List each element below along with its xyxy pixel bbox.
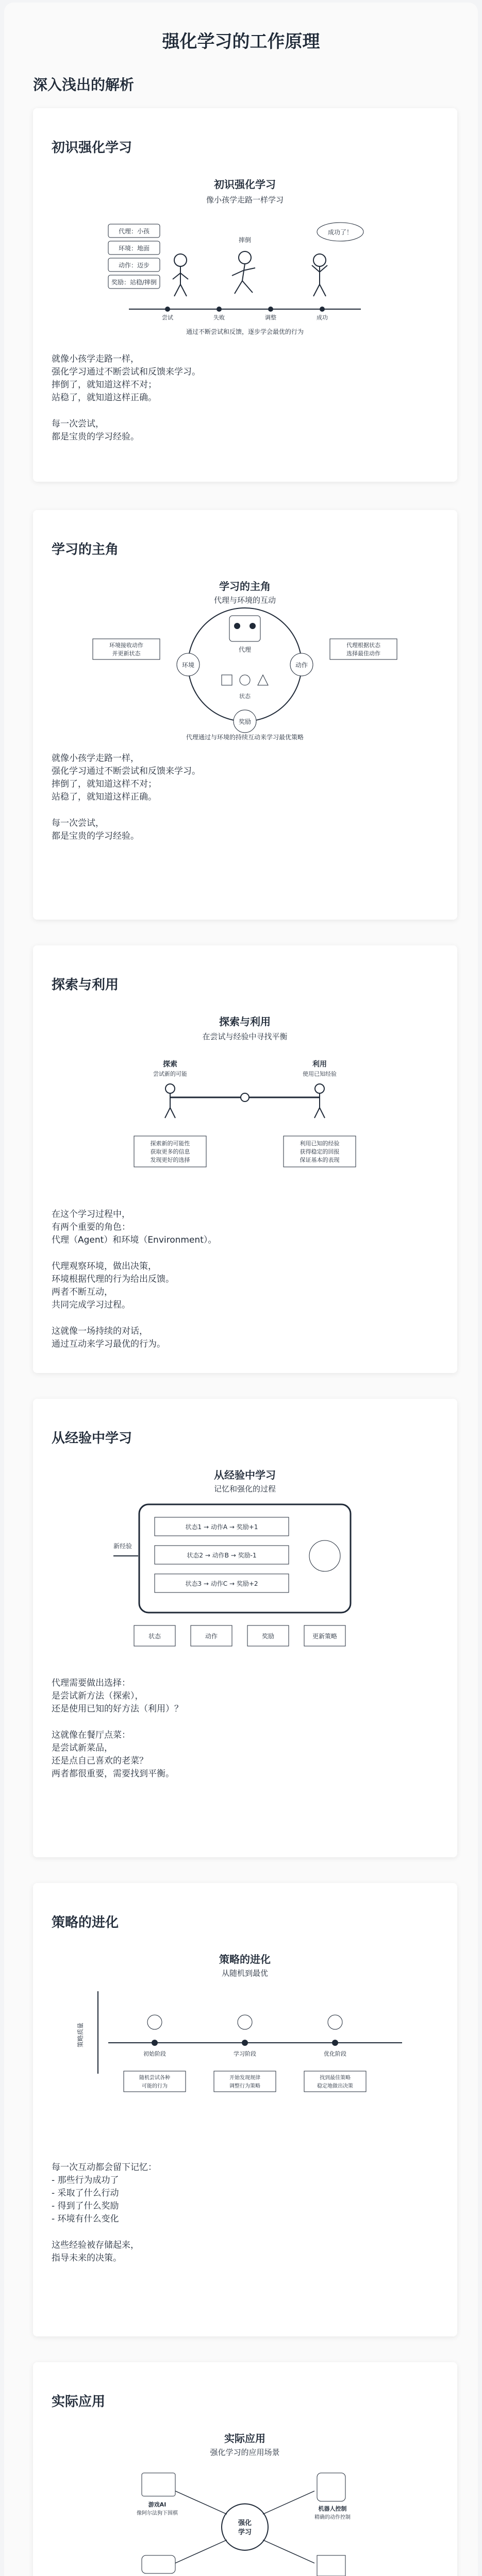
node-label: 动作 bbox=[295, 662, 308, 669]
timeline-label: 失败 bbox=[213, 314, 225, 321]
figure-roles bbox=[52, 572, 439, 742]
figure-applications-svg bbox=[52, 2424, 439, 2576]
timeline-label: 尝试 bbox=[162, 314, 173, 321]
paragraphs bbox=[52, 1208, 439, 1364]
text-line: 共同完成学习过程。 bbox=[52, 1300, 130, 1310]
text-line: 这就像一场持续的对话， bbox=[52, 1326, 148, 1336]
text-line: 站稳了，就知道这样正确。 bbox=[52, 792, 157, 802]
paragraph bbox=[52, 1208, 439, 1247]
figure-evolution-svg bbox=[52, 1945, 439, 2141]
paragraph bbox=[52, 1260, 439, 1312]
paragraphs bbox=[52, 1677, 439, 1794]
step-label: 代理：小孩 bbox=[118, 228, 150, 235]
page-subtitle: 深入浅出的解析 bbox=[33, 76, 135, 93]
figure-evolution bbox=[52, 1945, 439, 2141]
figure-subtitle: 像小孩学走路一样学习 bbox=[206, 195, 284, 205]
recommend-icon bbox=[317, 2555, 345, 2576]
step-label: 动作：迈步 bbox=[118, 262, 150, 269]
figure-subtitle: 代理与环境的互动 bbox=[213, 596, 276, 605]
note-line: 获得稳定的回报 bbox=[300, 1148, 340, 1155]
section-heading: 从经验中学习 bbox=[52, 1431, 132, 1446]
text-line: 代理需要做出选择： bbox=[52, 1678, 130, 1688]
robot-icon bbox=[317, 2473, 345, 2501]
state-label: 状态 bbox=[239, 693, 251, 700]
figure-intro-svg bbox=[52, 170, 439, 340]
note-line: 获取更多的信息 bbox=[150, 1148, 190, 1155]
figure-title: 策略的进化 bbox=[219, 1953, 271, 1965]
figure-title: 探索与利用 bbox=[219, 1015, 271, 1028]
paragraph bbox=[52, 2239, 439, 2265]
section-card-intro bbox=[33, 108, 457, 482]
note-line: 保证基本的表现 bbox=[300, 1157, 340, 1163]
text-line: 都是宝贵的学习经验。 bbox=[52, 831, 139, 841]
note-line: 发现更好的选择 bbox=[150, 1157, 190, 1163]
note-line: 探索新的可能性 bbox=[150, 1140, 190, 1147]
memory-row-text: 状态3 → 动作C → 奖励+2 bbox=[185, 1580, 258, 1587]
text-line: 在这个学习过程中， bbox=[52, 1209, 130, 1219]
note-line: 开始发现规律 bbox=[229, 2075, 260, 2081]
note-line: 可能的行为 bbox=[142, 2083, 168, 2089]
page-title: 强化学习的工作原理 bbox=[162, 31, 320, 52]
figure-explore-svg bbox=[52, 1007, 439, 1198]
text-line: - 那些行为成功了 bbox=[52, 2175, 119, 2185]
paragraph bbox=[52, 817, 439, 843]
paragraphs bbox=[52, 2161, 439, 2278]
text-line: 指导未来的决策。 bbox=[52, 2253, 122, 2263]
page bbox=[4, 3, 478, 2576]
text-line: 都是宝贵的学习经验。 bbox=[52, 432, 139, 442]
explore-figure-icon bbox=[165, 1084, 175, 1118]
section-heading: 初识强化学习 bbox=[52, 140, 132, 156]
paragraph bbox=[52, 2161, 439, 2226]
axis-label: 策略质量 bbox=[77, 2022, 84, 2048]
figure-title: 初识强化学习 bbox=[214, 178, 276, 191]
paragraph bbox=[52, 752, 439, 804]
shape-icons bbox=[222, 675, 268, 685]
text-line: 这就像在餐厅点菜： bbox=[52, 1730, 130, 1740]
bottom-label: 奖励 bbox=[261, 1633, 275, 1640]
timeline-dot bbox=[268, 307, 273, 312]
note-line: 利用已知的经验 bbox=[300, 1140, 340, 1147]
text-line: 还是点自己喜欢的老菜？ bbox=[52, 1756, 148, 1766]
car-icon bbox=[142, 2555, 175, 2573]
text-line: - 得到了什么奖励 bbox=[52, 2201, 119, 2211]
text-line: 强化学习通过不断尝试和反馈来学习。 bbox=[52, 766, 201, 776]
figure-subtitle: 记忆和强化的过程 bbox=[213, 1484, 276, 1494]
text-line: 摔倒了，就知道这样不对； bbox=[52, 779, 157, 789]
fall-figure-icon bbox=[232, 251, 255, 294]
success-bubble-text: 成功了！ bbox=[327, 229, 353, 236]
section-card-roles bbox=[33, 510, 457, 920]
stage-dot bbox=[242, 2040, 248, 2046]
paragraphs bbox=[52, 752, 439, 856]
timeline-dot bbox=[217, 307, 222, 312]
figure-title: 学习的主角 bbox=[219, 580, 271, 592]
text-line: 代理（Agent）和环境（Environment）。 bbox=[52, 1235, 217, 1245]
text-line: 是尝试新方法（探索）， bbox=[52, 1691, 144, 1701]
face-icon bbox=[328, 2015, 342, 2029]
paragraphs bbox=[52, 353, 439, 457]
figure-roles-svg bbox=[52, 572, 439, 742]
stage-label: 学习阶段 bbox=[234, 2050, 256, 2057]
paragraph bbox=[52, 1677, 439, 1716]
memory-row-text: 状态2 → 动作B → 奖励-1 bbox=[187, 1552, 257, 1559]
figure-experience-svg bbox=[52, 1461, 439, 1667]
timeline-dot bbox=[320, 307, 325, 312]
game-ai-icon bbox=[142, 2473, 175, 2496]
exploit-sub: 使用已知经验 bbox=[303, 1071, 337, 1077]
success-figure-icon bbox=[312, 254, 327, 296]
paragraph bbox=[52, 1729, 439, 1781]
note-line: 代理根据状态 bbox=[346, 642, 380, 649]
note-line: 稳定地做出决策 bbox=[317, 2083, 353, 2089]
network-icon bbox=[309, 1540, 340, 1571]
bottom-label: 状态 bbox=[148, 1633, 161, 1640]
text-line: 两者都很重要，需要找到平衡。 bbox=[52, 1769, 174, 1779]
note-line: 选择最佳动作 bbox=[346, 650, 380, 657]
text-line: 有两个重要的角色： bbox=[52, 1222, 130, 1232]
paragraph bbox=[52, 353, 439, 404]
figure-subtitle: 从随机到最优 bbox=[221, 1969, 269, 1978]
app-name: 游戏AI bbox=[148, 2501, 167, 2508]
figure-explore bbox=[52, 1007, 439, 1198]
text-line: 站稳了，就知道这样正确。 bbox=[52, 393, 157, 403]
explore-title: 探索 bbox=[163, 1060, 177, 1069]
step-label: 环境：地面 bbox=[118, 245, 150, 252]
exploit-figure-icon bbox=[314, 1084, 325, 1118]
paragraph bbox=[52, 1325, 439, 1351]
app-name: 机器人控制 bbox=[318, 2505, 347, 2512]
section-heading: 策略的进化 bbox=[52, 1915, 119, 1930]
text-line: - 环境有什么变化 bbox=[52, 2214, 119, 2224]
figure-intro bbox=[52, 170, 439, 340]
figure-caption: 通过不断尝试和反馈，逐步学会最优的行为 bbox=[186, 328, 304, 335]
text-line: 每一次互动都会留下记忆： bbox=[52, 2162, 157, 2173]
note-line: 调整行为策略 bbox=[229, 2083, 260, 2089]
section-heading: 学习的主角 bbox=[52, 542, 119, 557]
section-card-explore bbox=[33, 945, 457, 1373]
step-label: 奖励：站稳/摔倒 bbox=[111, 279, 157, 286]
figure-subtitle: 强化学习的应用场景 bbox=[210, 2448, 280, 2457]
timeline-label: 调整 bbox=[265, 314, 276, 321]
bottom-label: 更新策略 bbox=[312, 1633, 338, 1640]
note-line: 找到最佳策略 bbox=[320, 2075, 351, 2081]
figure-caption: 代理通过与环境的持续互动来学习最优策略 bbox=[186, 734, 304, 741]
section-card-evolution bbox=[33, 1883, 457, 2336]
agent-label: 代理 bbox=[238, 646, 252, 653]
text-line: - 采取了什么行动 bbox=[52, 2188, 119, 2198]
paragraph bbox=[52, 418, 439, 444]
text-line: 摔倒了，就知道这样不对； bbox=[52, 380, 157, 390]
center-circle bbox=[222, 2504, 268, 2550]
figure-subtitle: 在尝试与经验中寻找平衡 bbox=[202, 1032, 288, 1041]
side-label: 新经验 bbox=[113, 1543, 132, 1550]
explore-sub: 尝试新的可能 bbox=[153, 1071, 187, 1077]
robot-icon bbox=[229, 616, 260, 641]
section-card-applications bbox=[33, 2362, 457, 2576]
stage-dot bbox=[332, 2040, 338, 2046]
text-line: 还是使用已知的好方法（利用）？ bbox=[52, 1704, 183, 1714]
face-icon bbox=[147, 2015, 162, 2029]
timeline-label: 成功 bbox=[317, 314, 328, 321]
stage-label: 初始阶段 bbox=[143, 2050, 166, 2057]
center-label: 学习 bbox=[238, 2529, 252, 2536]
bottom-label: 动作 bbox=[205, 1633, 218, 1640]
stage-dot bbox=[152, 2040, 158, 2046]
fall-label: 摔倒 bbox=[238, 236, 252, 244]
fulcrum-icon bbox=[241, 1093, 249, 1101]
section-card-experience bbox=[33, 1399, 457, 1857]
text-line: 两者不断互动， bbox=[52, 1287, 113, 1297]
text-line: 就像小孩学走路一样， bbox=[52, 354, 139, 364]
note-line: 随机尝试各种 bbox=[139, 2075, 170, 2081]
stick-figure-icon bbox=[173, 254, 188, 296]
note-line: 环境接收动作 bbox=[109, 642, 143, 649]
text-line: 每一次尝试， bbox=[52, 818, 104, 828]
exploit-title: 利用 bbox=[312, 1060, 327, 1069]
text-line: 通过互动来学习最优的行为。 bbox=[52, 1339, 165, 1349]
text-line: 这些经验被存储起来， bbox=[52, 2240, 139, 2250]
section-heading: 实际应用 bbox=[52, 2394, 106, 2410]
text-line: 环境根据代理的行为给出反馈。 bbox=[52, 1274, 174, 1284]
note-line: 并更新状态 bbox=[112, 650, 141, 657]
memory-row-text: 状态1 → 动作A → 奖励+1 bbox=[185, 1523, 258, 1531]
section-heading: 探索与利用 bbox=[52, 977, 119, 993]
text-line: 是尝试新菜品， bbox=[52, 1743, 113, 1753]
text-line: 代理观察环境，做出决策， bbox=[52, 1261, 157, 1272]
app-desc: 精确的动作控制 bbox=[314, 2515, 351, 2520]
text-line: 强化学习通过不断尝试和反馈来学习。 bbox=[52, 367, 201, 377]
text-line: 就像小孩学走路一样， bbox=[52, 753, 139, 764]
timeline-dot bbox=[165, 307, 170, 312]
stage-label: 优化阶段 bbox=[324, 2050, 346, 2057]
figure-applications bbox=[52, 2424, 439, 2576]
figure-title: 从经验中学习 bbox=[214, 1469, 276, 1481]
app-desc: 像阿尔法狗下围棋 bbox=[137, 2511, 178, 2516]
face-icon bbox=[238, 2015, 252, 2029]
figure-title: 实际应用 bbox=[224, 2432, 265, 2445]
center-label: 强化 bbox=[238, 2519, 252, 2527]
figure-experience bbox=[52, 1461, 439, 1667]
node-label: 环境 bbox=[181, 662, 195, 669]
text-line: 每一次尝试， bbox=[52, 419, 104, 429]
node-label: 奖励 bbox=[238, 718, 252, 725]
